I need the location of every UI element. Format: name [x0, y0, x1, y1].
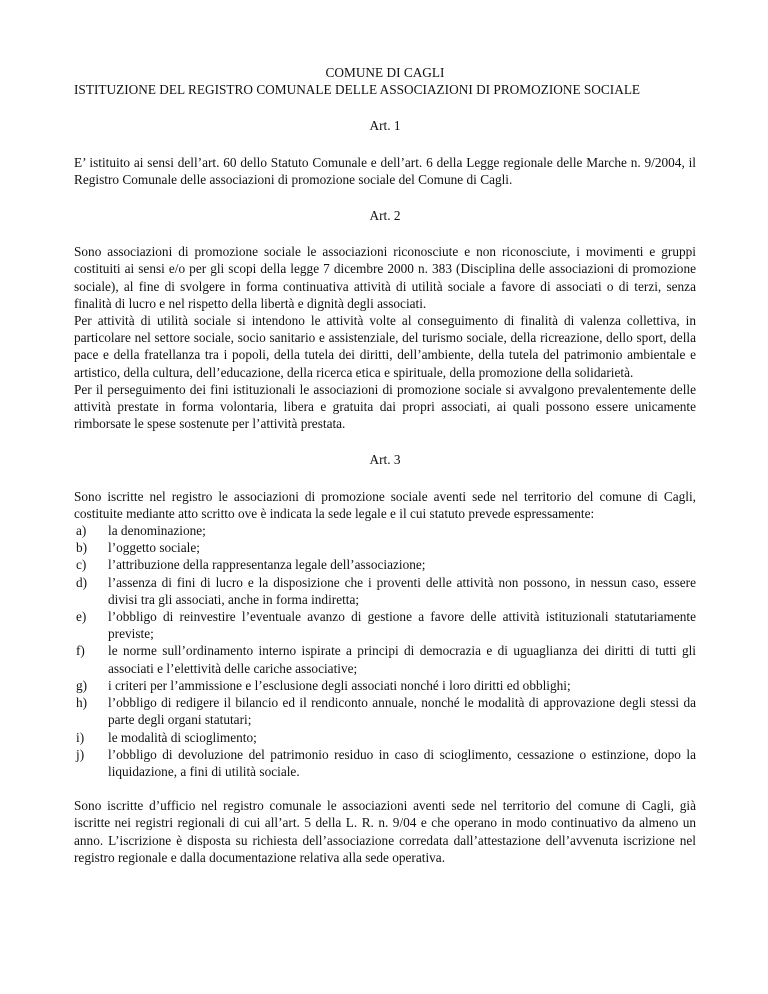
list-item: [74, 556, 696, 573]
list-item-marker: h): [76, 695, 88, 711]
art-3-requirements-list: [74, 522, 696, 780]
paragraph-spacer: [74, 780, 696, 797]
list-item-marker: b): [76, 540, 88, 556]
list-item-marker: c): [76, 557, 87, 573]
document-title: COMUNE DI CAGLI: [325, 65, 445, 80]
list-item-marker: f): [76, 643, 85, 659]
document-subtitle: ISTITUZIONE DEL REGISTRO COMUNALE DELLE ASSOCIAZIONI DI PROMOZIONE SOCIALE: [74, 82, 641, 98]
list-item: [74, 574, 696, 608]
art-2-paragraph-1: Sono associazioni di promozione sociale le associazioni riconosciute e non riconosciute, i movimenti e gruppi costituiti ai sensi e/o per gli scopi della legge 7 dicembre 2000 n. 383 (Disciplina delle associazioni di promozione sociale), al fine di svolgere in forma continuativa attività di utilità sociale a favore di associati o di terzi, senza finalità di lucro e nel rispetto della libertà e dignità degli associati.: [74, 244, 696, 311]
list-item-text: le norme sull’ordinamento interno ispirate a principi di democrazia e di uguaglianza dei diritti di tutti gli associati e l’elettività delle cariche associative;: [108, 643, 696, 676]
list-item-text: l’obbligo di devoluzione del patrimonio residuo in caso di scioglimento, cessazione o estinzione, dopo la liquidazione, a fini di utilità sociale.: [108, 746, 696, 779]
art-3-heading: Art. 3: [369, 452, 401, 468]
art-2-paragraph-2: Per attività di utilità sociale si intendono le attività volte al conseguimento di finalità di valenza collettiva, in particolare nel settore sociale, socio sanitario e assistenziale, del turismo sociale, della ricreazione, dello sport, della pace e della fratellanza tra i popoli, della tutela dei diritti, dell’ambiente, della tutela del patrimonio ambientale e artistico, della cultura, dell’educazione, della ricerca etica e spirituale, della promozione della solidarietà.: [74, 313, 696, 380]
list-item-text: l’attribuzione della rappresentanza legale dell’associazione;: [108, 557, 426, 573]
list-item: [74, 608, 696, 642]
art-1-paragraph: E’ istituito ai sensi dell’art. 60 dello Statuto Comunale e dell’art. 6 della Legge regionale delle Marche n. 9/2004, il Registro Comunale delle associazioni di promozione sociale del Comune di Cagli.: [74, 154, 696, 187]
art-2-paragraph-3: Per il perseguimento dei fini istituzionali le associazioni di promozione sociale si avvalgono prevalentemente delle attività prestate in forma volontaria, libera e gratuita dai propri associati, ai quali possono essere unicamente rimborsate le spese sostenute per l’attività prestata.: [74, 381, 696, 432]
art-3-intro: Sono iscritte nel registro le associazioni di promozione sociale aventi sede nel territorio del comune di Cagli, costituite mediante atto scritto ove è indicata la sede legale e il cui statuto prevede espressamente:: [74, 488, 696, 521]
art-1-heading: Art. 1: [369, 118, 401, 134]
list-item: [74, 642, 696, 676]
list-item-marker: g): [76, 677, 88, 693]
list-item: [74, 694, 696, 728]
list-item-text: l’oggetto sociale;: [108, 540, 200, 556]
list-item-text: l’obbligo di reinvestire l’eventuale avanzo di gestione a favore delle attività istituzionali statutariamente previste;: [108, 609, 696, 642]
list-item-text: la denominazione;: [108, 523, 206, 539]
list-item-marker: i): [76, 729, 85, 745]
list-item-text: l’obbligo di redigere il bilancio ed il rendiconto annuale, nonché le modalità di approvazione degli stessi da parte degli organi statutari;: [108, 695, 696, 728]
document-page: [74, 56, 696, 866]
list-item-text: l’assenza di fini di lucro e la disposizione che i proventi delle attività non possono, in nessun caso, essere divisi tra gli associati, anche in forma indiretta;: [108, 574, 696, 607]
art-3-closing-paragraph: Sono iscritte d’ufficio nel registro comunale le associazioni aventi sede nel territorio del comune di Cagli, già iscritte nei registri regionali di cui all’art. 5 della L. R. n. 9/04 e che operano in modo continuativo da almeno un anno. L’iscrizione è disposta su richiesta dell’associazione corredata dall’attestazione dell’avvenuta iscrizione nel registro regionale e dalla documentazione relativa alla sede operativa.: [74, 798, 696, 865]
list-item-marker: e): [76, 609, 87, 625]
art-2-heading: Art. 2: [369, 208, 401, 224]
list-item: [74, 677, 696, 694]
list-item: [74, 729, 696, 746]
list-item: [74, 746, 696, 780]
list-item-text: i criteri per l’ammissione e l’esclusione degli associati nonché i loro diritti ed obblighi;: [108, 677, 571, 693]
list-item-text: le modalità di scioglimento;: [108, 729, 257, 745]
list-item-marker: a): [76, 523, 87, 539]
list-item: [74, 522, 696, 539]
list-item: [74, 539, 696, 556]
list-item-marker: d): [76, 574, 88, 590]
list-item-marker: j): [76, 746, 85, 762]
